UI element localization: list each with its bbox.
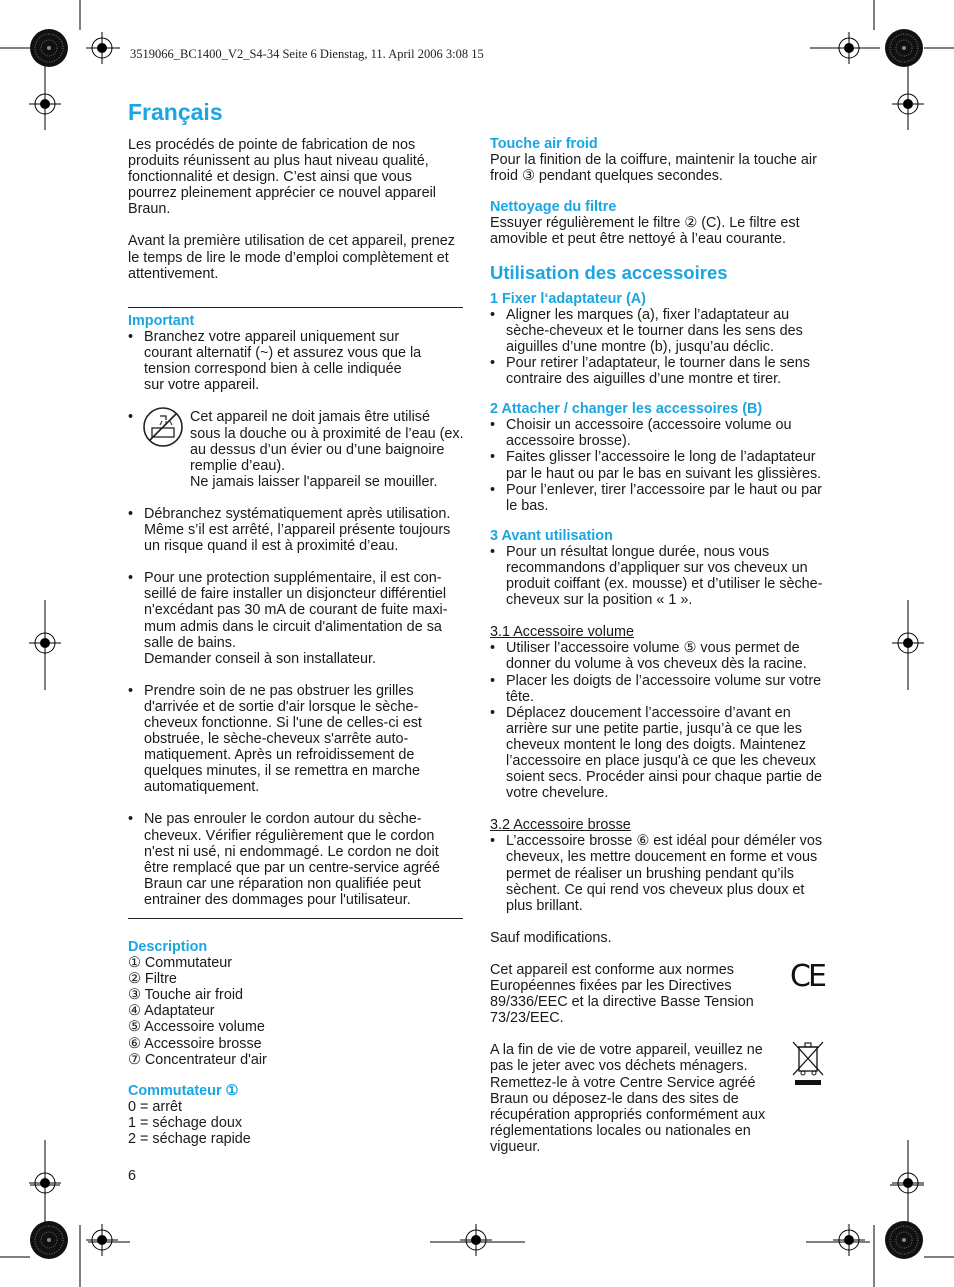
description-item: ④ Adaptateur: [128, 1003, 215, 1020]
filter-text: Essuyer régulièrement le filtre ② (C). Le filtre est amovible et peut être nettoyé à l’eau courante.: [490, 215, 800, 248]
subject-to-change: Sauf modifications.: [490, 929, 612, 946]
switch-heading: Commutateur ①: [128, 1082, 239, 1099]
intro-paragraph-1: Les procédés de pointe de fabrication de nos produits réunissent au plus haut niveau qualité, fonctionnalité et design. C’est ainsi que vous pourrez pleinement apprécier ce nouvel appareil Braun.: [128, 137, 436, 218]
print-header: 3519066_BC1400_V2_S4-34 Seite 6 Dienstag, 11. April 2006 3:08 15: [130, 47, 484, 61]
ce-mark-icon: CE: [790, 958, 824, 994]
description-item: ⑤ Accessoire volume: [128, 1019, 265, 1036]
step-2-heading: 2 Attacher / changer les accessoires (B): [490, 401, 763, 418]
step-3-heading: 3 Avant utilisation: [490, 527, 613, 544]
important-section: [128, 313, 464, 908]
important-item-4-note: Demander conseil à son installateur.: [144, 650, 376, 667]
step-3-1-item: • Déplacez doucement l’accessoire d’avant en arrière sur une petite partie, jusqu’à ce que les cheveux montent le long des doigts. Maintenez l’accessoire en place jusqu'à ce que les cheveux soient secs. Procéder ainsi pour chaque partie de votre chevelure.: [490, 705, 826, 802]
step-2-item: • Faites glisser l’accessoire le long de l’adaptateur par le haut ou par le bas en suivant les glissières.: [490, 449, 826, 481]
description-section: [128, 939, 464, 1147]
divider-top: [128, 307, 463, 308]
intro-paragraph-2: Avant la première utilisation de cet appareil, prenez le temps de lire le mode d’emploi complètement et attentivement.: [128, 233, 455, 282]
switch-item: 1 = séchage doux: [128, 1114, 243, 1131]
step-1-heading: 1 Fixer l‘adaptateur (A): [490, 290, 646, 307]
right-column: [490, 136, 826, 1155]
left-column: [128, 137, 464, 282]
switch-item: 0 = arrêt: [128, 1098, 182, 1115]
no-shower-icon: [142, 406, 184, 452]
important-item-2: [128, 409, 464, 489]
cold-air-heading: Touche air froid: [490, 136, 598, 152]
step-3-item: • Pour un résultat longue durée, nous vous recommandons d’appliquer sur vos cheveux un produit coiffant (ex. mousse) et d’utiliser le sèche-cheveux sur la position « 1 ».: [490, 544, 826, 608]
cold-air-text: Pour la finition de la coiffure, maintenir la touche air froid ③ pendant quelques secondes.: [490, 152, 817, 185]
description-item: ① Commutateur: [128, 955, 233, 972]
description-heading: Description: [128, 939, 208, 955]
step-1-item: • Aligner les marques (a), fixer l’adaptateur au sèche-cheveux et le tourner dans les sens des aiguilles d’une montre (b), jusqu’au déclic.: [490, 307, 826, 355]
important-heading: Important: [128, 313, 195, 329]
step-2-item: • Pour l’enlever, tirer l’accessoire par le haut ou par le bas.: [490, 482, 826, 514]
step-3-1-item: • Utiliser l’accessoire volume ⑤ vous permet de donner du volume à vos cheveux dès la racine.: [490, 640, 826, 672]
filter-heading: Nettoyage du filtre: [490, 199, 617, 216]
page-number: 6: [128, 1168, 137, 1184]
important-item-6: • Ne pas enrouler le cordon autour du sèche-cheveux. Vérifier régulièrement que le cordon n'est ni usé, ni endommagé. Le cordon ne doit être remplacé que par un centre-service agréé Braun car une réparation non qualifiée peut entrainer des dommages pour l'utilisateur.: [128, 811, 464, 908]
disposal-block: [490, 1042, 826, 1155]
step-3-1-heading: 3.1 Accessoire volume: [490, 624, 634, 641]
important-item-2-text: • Cet appareil ne doit jamais être utilisé sous la douche ou à proximité de l’eau (ex. au dessus d’un évier ou d’une baignoire remplie d’eau).: [190, 409, 464, 474]
switch-item: 2 = séchage rapide: [128, 1131, 251, 1148]
important-item-2-note: Ne jamais laisser l'appareil se mouiller.: [190, 473, 438, 490]
description-item: ⑥ Accessoire brosse: [128, 1035, 262, 1052]
important-item-1: • Branchez votre appareil uniquement sur courant alternatif (~) et assurez vous que la tension correspond bien à celle indiquée sur votre appareil.: [128, 329, 464, 393]
description-item: ② Filtre: [128, 971, 177, 988]
important-item-4-text: • Pour une protection supplémentaire, il est con-seillé de faire installer un disjoncteur différentiel n'excédant pas 30 mA de courant de fuite maxi-mum admis dans le circuit d'alimentation de sa salle de bains.: [144, 570, 448, 651]
important-item-5: • Prendre soin de ne pas obstruer les grilles d'arrivée et de sortie d'air lorsque le sèche-cheveux fonctionne. Si l'une de celles-ci est obstruée, le sèche-cheveux s'arrête auto-matiquement. Après un refroidissement de quelques minutes, il se remettra en marche automatiquement.: [128, 683, 464, 796]
ce-block: [490, 958, 826, 1027]
crossed-bin-icon: [790, 1039, 826, 1091]
description-item: ③ Touche air froid: [128, 987, 244, 1004]
accessories-heading: Utilisation des accessoires: [490, 261, 728, 283]
disposal-text: A la fin de vie de votre appareil, veuillez ne pas le jeter avec vos déchets ménagers. Remettez-le à votre Centre Service agréé Braun ou déposez-le dans des sites de récupération appropriés conformément aux réglementations locales ou nationales en vigueur.: [490, 1042, 766, 1155]
step-1-item: • Pour retirer l’adaptateur, le tourner dans le sens contraire des aiguilles d’une montre et tirer.: [490, 355, 826, 387]
important-item-3: • Débranchez systématiquement après utilisation. Même s’il est arrêté, l’appareil présente toujours un risque quand il est à proximité d’eau.: [128, 506, 464, 554]
step-3-2-item: • L’accessoire brosse ⑥ est idéal pour déméler vos cheveux, les mettre doucement en forme et vous permet de réaliser un brushing pendant qu’ils sèchent. Ce qui rend vos cheveux plus doux et plus brillant.: [490, 833, 826, 913]
step-3-2-heading: 3.2 Accessoire brosse: [490, 817, 631, 834]
important-item-4: [128, 570, 464, 667]
step-2-item: • Choisir un accessoire (accessoire volume ou accessoire brosse).: [490, 417, 826, 449]
divider-bottom: [128, 918, 463, 919]
page-title: Français: [128, 99, 223, 125]
ce-text: Cet appareil est conforme aux normes Européennes fixées par les Directives 89/336/EEC et la directive Basse Tension 73/23/EEC.: [490, 961, 754, 1027]
step-3-1-item: • Placer les doigts de l’accessoire volume sur votre tête.: [490, 673, 826, 705]
description-item: ⑦ Concentrateur d'air: [128, 1051, 267, 1068]
